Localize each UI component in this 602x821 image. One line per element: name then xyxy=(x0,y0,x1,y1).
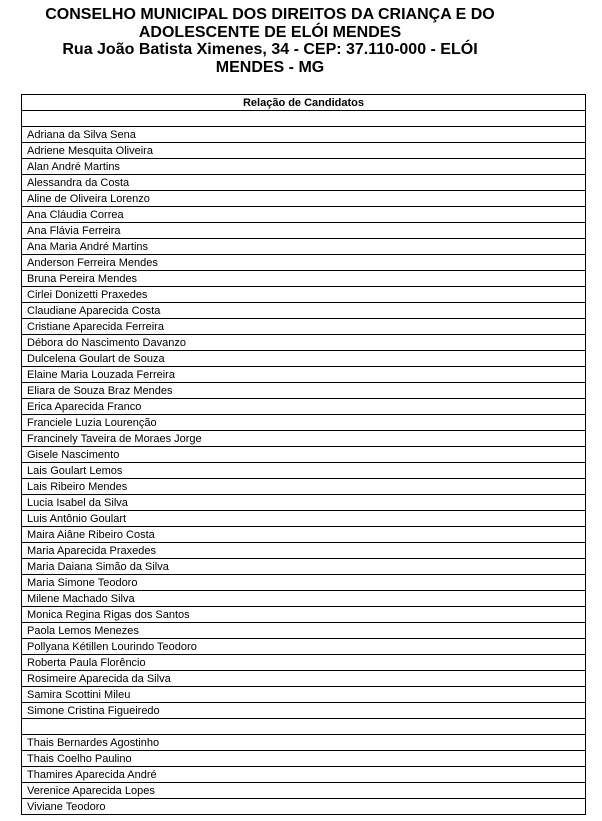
candidate-name-cell: Ana Flávia Ferreira xyxy=(22,223,586,239)
table-row xyxy=(22,287,586,303)
table-row xyxy=(22,623,586,639)
candidate-name-cell: Francinely Taveira de Moraes Jorge xyxy=(22,431,586,447)
candidates-table xyxy=(21,94,586,815)
candidate-name-cell: Ana Cláudia Correa xyxy=(22,207,586,223)
table-row xyxy=(22,127,586,143)
candidate-name-cell: Dulcelena Goulart de Souza xyxy=(22,351,586,367)
candidate-name-cell: Cristiane Aparecida Ferreira xyxy=(22,319,586,335)
candidate-name-cell: Luis Antônio Goulart xyxy=(22,511,586,527)
candidate-name-cell: Claudiane Aparecida Costa xyxy=(22,303,586,319)
candidate-name-cell: Maria Daiana Simão da Silva xyxy=(22,559,586,575)
candidate-name-cell: Thamires Aparecida André xyxy=(22,767,586,783)
candidate-name-cell: Débora do Nascimento Davanzo xyxy=(22,335,586,351)
candidate-name-cell: Alan André Martins xyxy=(22,159,586,175)
candidate-name-cell: Lucia Isabel da Silva xyxy=(22,495,586,511)
table-row xyxy=(22,751,586,767)
table-row xyxy=(22,671,586,687)
header-line-4: MENDES - MG xyxy=(215,58,325,76)
candidate-name-cell: Franciele Luzia Lourenção xyxy=(22,415,586,431)
candidate-name-cell: Pollyana Kétillen Lourindo Teodoro xyxy=(22,639,586,655)
table-title: Relação de Candidatos xyxy=(22,95,586,111)
table-row xyxy=(22,783,586,799)
candidate-name-cell: Maria Simone Teodoro xyxy=(22,575,586,591)
table-row xyxy=(22,495,586,511)
table-row xyxy=(22,655,586,671)
candidate-name-cell: Viviane Teodoro xyxy=(22,799,586,815)
table-row xyxy=(22,767,586,783)
table-row xyxy=(22,575,586,591)
table-row xyxy=(22,591,586,607)
table-row xyxy=(22,735,586,751)
table-row xyxy=(22,351,586,367)
table-row xyxy=(22,719,586,735)
table-row xyxy=(22,255,586,271)
table-row xyxy=(22,639,586,655)
header-line-1: CONSELHO MUNICIPAL DOS DIREITOS DA CRIANÇA E DO xyxy=(45,6,495,23)
candidate-name-cell: Adriene Mesquita Oliveira xyxy=(22,143,586,159)
table-row xyxy=(22,303,586,319)
candidate-name-cell: Maira Aiâne Ribeiro Costa xyxy=(22,527,586,543)
table-row xyxy=(22,175,586,191)
table-row xyxy=(22,399,586,415)
candidate-name-cell: Rosimeire Aparecida da Silva xyxy=(22,671,586,687)
table-row xyxy=(22,799,586,815)
table-header-row xyxy=(22,95,586,111)
candidate-name-cell: Elaine Maria Louzada Ferreira xyxy=(22,367,586,383)
candidate-name-cell xyxy=(22,111,586,127)
candidate-name-cell: Aline de Oliveira Lorenzo xyxy=(22,191,586,207)
table-row xyxy=(22,687,586,703)
candidate-name-cell: Bruna Pereira Mendes xyxy=(22,271,586,287)
candidate-name-cell: Lais Goulart Lemos xyxy=(22,463,586,479)
candidate-name-cell: Verenice Aparecida Lopes xyxy=(22,783,586,799)
table-row xyxy=(22,463,586,479)
table-row xyxy=(22,447,586,463)
candidate-name-cell: Roberta Paula Florêncio xyxy=(22,655,586,671)
candidate-name-cell: Lais Ribeiro Mendes xyxy=(22,479,586,495)
table-row xyxy=(22,207,586,223)
table-row xyxy=(22,543,586,559)
table-row xyxy=(22,143,586,159)
candidate-name-cell: Adriana da Silva Sena xyxy=(22,127,586,143)
document-header xyxy=(0,6,540,76)
table-row xyxy=(22,527,586,543)
table-row xyxy=(22,511,586,527)
candidate-name-cell: Gisele Nascimento xyxy=(22,447,586,463)
candidate-name-cell: Paola Lemos Menezes xyxy=(22,623,586,639)
candidate-name-cell: Ana Maria André Martins xyxy=(22,239,586,255)
table-row xyxy=(22,223,586,239)
table-row xyxy=(22,479,586,495)
candidate-name-cell xyxy=(22,719,586,735)
candidate-name-cell: Thais Coelho Paulino xyxy=(22,751,586,767)
candidate-name-cell: Alessandra da Costa xyxy=(22,175,586,191)
table-row xyxy=(22,159,586,175)
header-line-3: Rua João Batista Ximenes, 34 - CEP: 37.110-000 - ELÓI xyxy=(62,41,478,58)
candidate-name-cell: Eliara de Souza Braz Mendes xyxy=(22,383,586,399)
candidate-name-cell: Monica Regina Rigas dos Santos xyxy=(22,607,586,623)
table-row xyxy=(22,415,586,431)
header-line-2: ADOLESCENTE DE ELÓI MENDES xyxy=(138,23,402,41)
candidate-name-cell: Cirlei Donizetti Praxedes xyxy=(22,287,586,303)
table-row xyxy=(22,111,586,127)
candidate-name-cell: Maria Aparecida Praxedes xyxy=(22,543,586,559)
table-row xyxy=(22,559,586,575)
table-row xyxy=(22,431,586,447)
table-row xyxy=(22,383,586,399)
table-row xyxy=(22,319,586,335)
table-row xyxy=(22,607,586,623)
candidate-name-cell: Milene Machado Silva xyxy=(22,591,586,607)
table-row xyxy=(22,239,586,255)
table-row xyxy=(22,703,586,719)
table-row xyxy=(22,367,586,383)
table-row xyxy=(22,191,586,207)
candidate-name-cell: Thais Bernardes Agostinho xyxy=(22,735,586,751)
candidate-name-cell: Anderson Ferreira Mendes xyxy=(22,255,586,271)
candidate-name-cell: Simone Cristina Figueiredo xyxy=(22,703,586,719)
candidate-name-cell: Samira Scottini Mileu xyxy=(22,687,586,703)
table-row xyxy=(22,271,586,287)
candidate-name-cell: Erica Aparecida Franco xyxy=(22,399,586,415)
table-row xyxy=(22,335,586,351)
